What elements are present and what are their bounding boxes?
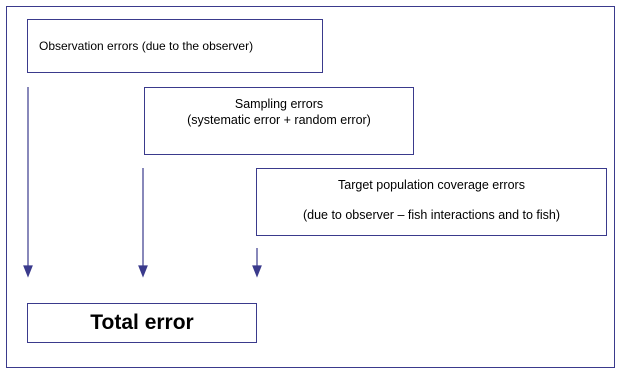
sampling-errors-box (144, 87, 414, 155)
sampling-errors-detail: (systematic error + random error) (187, 113, 371, 127)
observation-errors-label: Observation errors (due to the observer) (39, 39, 254, 53)
sampling-errors-title: Sampling errors (234, 97, 324, 111)
coverage-errors-title: Target population coverage errors (338, 178, 525, 192)
observation-errors-box (27, 19, 323, 73)
total-error-box (27, 303, 257, 343)
coverage-errors-box (256, 168, 607, 236)
coverage-errors-detail: (due to observer – fish interactions and to fish) (302, 208, 561, 222)
total-error-label: Total error (90, 311, 194, 334)
